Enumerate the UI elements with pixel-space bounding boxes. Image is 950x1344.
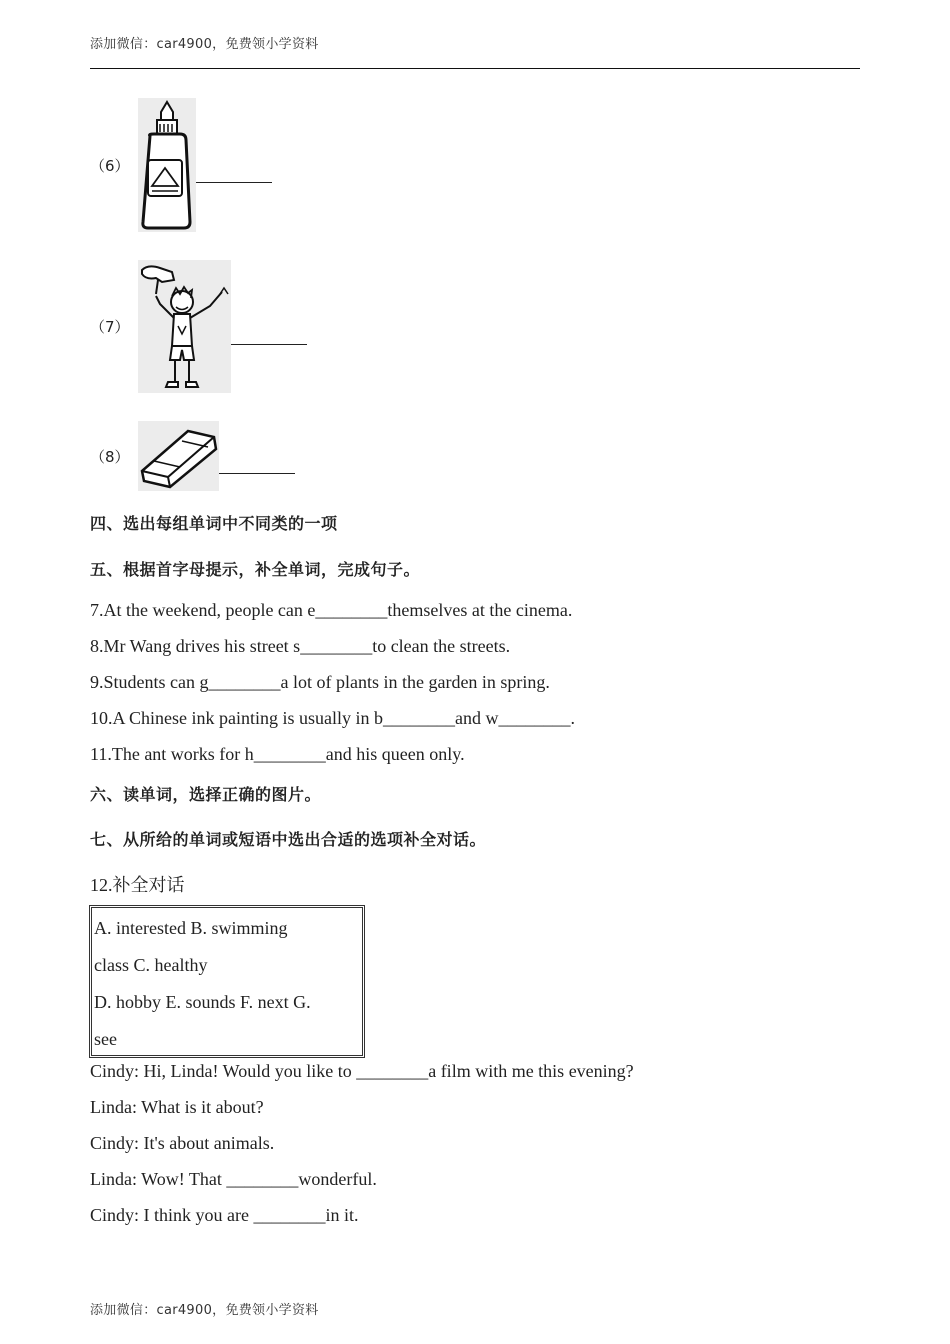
sentence-7: 7.At the weekend, people can e________themselves at the cinema. — [90, 600, 573, 620]
answer-blank[interactable] — [231, 327, 307, 345]
sentence-11: 11.The ant works for h________and his queen only. — [90, 744, 465, 764]
word-options-line: class C. healthy — [94, 955, 208, 975]
picture-item-8 — [90, 421, 295, 491]
section-heading-four: 四、选出每组单词中不同类的一项 — [90, 514, 338, 533]
dialogue-line: Cindy: I think you are ________in it. — [90, 1205, 359, 1225]
word-options-line: D. hobby E. sounds F. next G. — [94, 992, 311, 1012]
section-heading-seven: 七、从所给的单词或短语中选出合适的选项补全对话。 — [90, 830, 487, 849]
item-label: （6） — [90, 156, 130, 175]
word-options-line: A. interested B. swimming — [94, 918, 288, 938]
dialogue-line: Linda: What is it about? — [90, 1097, 264, 1117]
header-divider — [90, 68, 860, 69]
dialogue-line: Linda: Wow! That ________wonderful. — [90, 1169, 377, 1189]
dialogue-line: Cindy: It's about animals. — [90, 1133, 275, 1153]
glue-bottle-icon — [138, 98, 196, 232]
word-options-line: see — [94, 1029, 117, 1049]
section-heading-six: 六、读单词，选择正确的图片。 — [90, 785, 322, 804]
picture-item-7 — [90, 260, 307, 393]
answer-blank[interactable] — [196, 165, 272, 183]
dialogue-line: Cindy: Hi, Linda! Would you like to ________a film with me this evening? — [90, 1061, 634, 1081]
boy-with-hairdryer-icon — [138, 260, 231, 393]
sentence-8: 8.Mr Wang drives his street s________to clean the streets. — [90, 636, 511, 656]
section-heading-five: 五、根据首字母提示，补全单词，完成句子。 — [90, 560, 421, 579]
question-12-title: 12.补全对话 — [90, 875, 185, 895]
sentence-10: 10.A Chinese ink painting is usually in b________and w________. — [90, 708, 575, 728]
picture-item-6 — [90, 98, 272, 232]
item-label: （8） — [90, 447, 130, 466]
header-note: 添加微信：car4900，免费领小学资料 — [90, 37, 319, 52]
eraser-icon — [138, 421, 219, 491]
word-options-box — [89, 905, 365, 1058]
sentence-9: 9.Students can g________a lot of plants in the garden in spring. — [90, 672, 550, 692]
footer-note: 添加微信：car4900，免费领小学资料 — [90, 1303, 319, 1318]
answer-blank[interactable] — [219, 456, 295, 474]
item-label: （7） — [90, 318, 130, 336]
